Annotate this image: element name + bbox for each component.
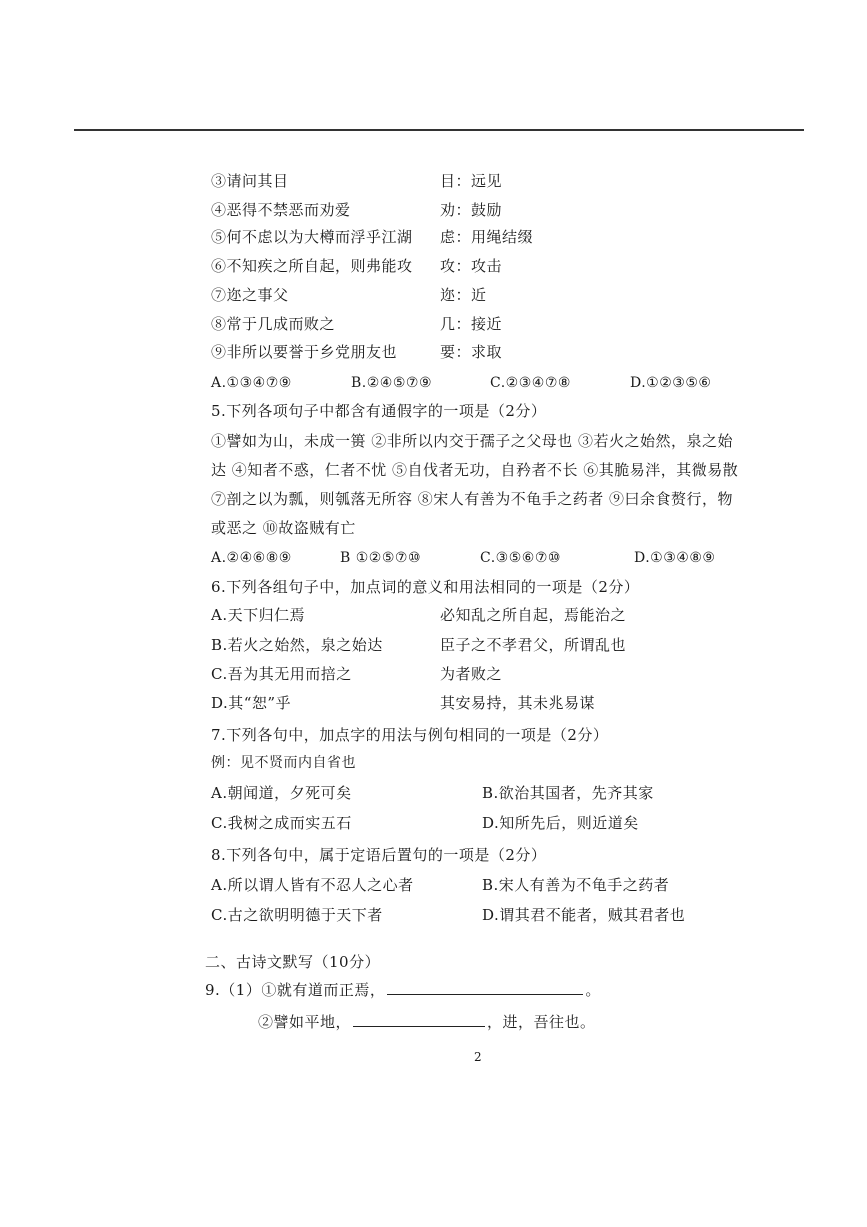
section-heading: 二、古诗文默写（10分） <box>205 953 381 971</box>
q6-left: C.吾为其无用而掊之 <box>211 665 352 683</box>
q7-option: B.欲治其国者，先齐其家 <box>482 784 654 802</box>
q9-line-1-prefix: 9.（1）①就有道而正焉， <box>205 981 386 999</box>
q7-option: C.我树之成而实五石 <box>211 814 352 832</box>
q6-right: 其安易持，其未兆易谋 <box>440 694 596 712</box>
answer-blank[interactable] <box>387 980 583 995</box>
q4-option-d: D.①②③⑤⑥ <box>630 375 712 391</box>
q4-option-a: A.①③④⑦⑨ <box>211 375 292 391</box>
q6-left: A.天下归仁焉 <box>211 606 306 624</box>
q7-option: A.朝闻道，夕死可矣 <box>211 784 352 802</box>
q6-right: 臣子之不孝君父，所谓乱也 <box>440 636 627 654</box>
q5-line: ⑦剖之以为瓢，则瓠落无所容 ⑧宋人有善为不龟手之药者 ⑨曰余食赘行，物 <box>211 490 734 508</box>
q4-item-gloss: 攻：攻击 <box>440 257 503 275</box>
q4-item-gloss: 虑：用绳结缀 <box>440 228 534 246</box>
q5-stem: 5.下列各项句子中都含有通假字的一项是（2分） <box>211 402 547 420</box>
q7-option: D.知所先后，则近道矣 <box>482 814 639 832</box>
q6-right: 为者败之 <box>440 665 503 683</box>
q9-line-2 <box>258 1012 596 1032</box>
q5-option-d: D.①③④⑧⑨ <box>634 550 716 566</box>
q9-line-2-suffix: ，进，吾往也。 <box>487 1013 596 1031</box>
q6-left: D.其“恕”乎 <box>211 694 292 712</box>
q4-item-sentence: ④恶得不禁恶而劝爱 <box>211 201 351 219</box>
q7-stem: 7.下列各句中，加点字的用法与例句相同的一项是（2分） <box>211 726 609 744</box>
q8-option: D.谓其君不能者，贼其君者也 <box>482 906 686 924</box>
q7-example: 例：见不贤而内自省也 <box>211 755 356 771</box>
q5-option-a: A.②④⑥⑧⑨ <box>211 550 292 566</box>
q8-option: C.古之欲明明德于天下者 <box>211 906 383 924</box>
q4-item-sentence: ③请问其目 <box>211 172 289 190</box>
page-number: 2 <box>474 1050 482 1064</box>
q6-left: B.若火之始然，泉之始达 <box>211 636 383 654</box>
q5-line: 达 ④知者不惑，仁者不忧 ⑤自伐者无功，自矜者不长 ⑥其脆易泮，其微易散 <box>211 461 739 479</box>
q4-item-sentence: ⑧常于几成而败之 <box>211 315 336 333</box>
q4-item-gloss: 目：远见 <box>440 172 503 190</box>
q4-item-sentence: ⑤何不虑以为大樽而浮乎江湖 <box>211 228 413 246</box>
q4-item-gloss: 要：求取 <box>440 343 503 361</box>
q5-line: ①譬如为山，未成一篑 ②非所以内交于孺子之父母也 ③若火之始然，泉之始 <box>211 432 734 450</box>
q4-item-gloss: 迩：近 <box>440 286 487 304</box>
q4-item-sentence: ⑥不知疾之所自起，则弗能攻 <box>211 257 413 275</box>
q6-stem: 6.下列各组句子中，加点词的意义和用法相同的一项是（2分） <box>211 578 640 596</box>
q5-option-b: B ①②⑤⑦⑩ <box>340 550 421 566</box>
header-rule <box>74 129 804 131</box>
answer-blank[interactable] <box>353 1012 485 1027</box>
q4-item-gloss: 劝：鼓励 <box>440 201 503 219</box>
q9-line-1 <box>205 980 601 1000</box>
q8-stem: 8.下列各句中，属于定语后置句的一项是（2分） <box>211 846 547 864</box>
q6-right: 必知乱之所自起，焉能治之 <box>440 606 627 624</box>
q9-line-1-suffix: 。 <box>585 981 601 999</box>
q5-line: 或恶之 ⑩故盗贼有亡 <box>211 519 356 537</box>
q4-option-b: B.②④⑤⑦⑨ <box>351 375 432 391</box>
q4-item-sentence: ⑦迩之事父 <box>211 286 289 304</box>
q4-item-sentence: ⑨非所以要誉于乡党朋友也 <box>211 343 398 361</box>
q9-line-2-prefix: ②譬如平地， <box>258 1013 352 1031</box>
q4-option-c: C.②③④⑦⑧ <box>490 375 571 391</box>
q4-item-gloss: 几：接近 <box>440 315 503 333</box>
q5-option-c: C.③⑤⑥⑦⑩ <box>480 550 561 566</box>
q8-option: B.宋人有善为不龟手之药者 <box>482 876 670 894</box>
q8-option: A.所以谓人皆有不忍人之心者 <box>211 876 414 894</box>
